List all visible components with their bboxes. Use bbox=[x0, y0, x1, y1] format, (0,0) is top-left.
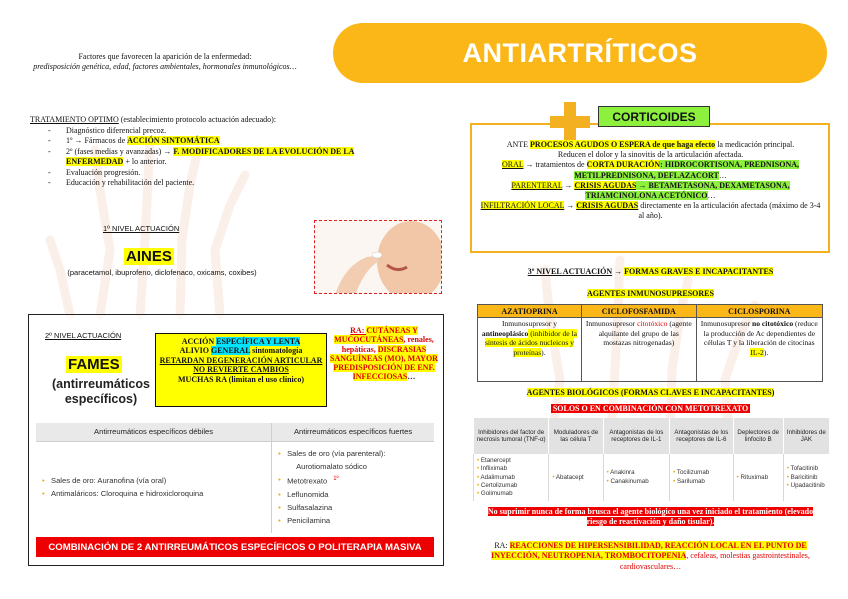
tratamiento-list bbox=[48, 126, 360, 189]
intro-line-1: Factores que favorecen la aparición de la enfermedad: bbox=[78, 52, 252, 61]
debiles-cell bbox=[36, 441, 272, 533]
corticoides-title-text: CORTICOIDES bbox=[612, 109, 696, 124]
tratamiento-section bbox=[30, 115, 360, 189]
column-header: CICLOFOSFAMIDA bbox=[581, 305, 696, 318]
no-suprimir-text: No suprimir nunca de forma brusca el agente biológico una vez iniciado el tratamiento (elevado riesgo de reactivación y daño tisular). bbox=[487, 507, 814, 526]
fames-table bbox=[36, 423, 434, 533]
list-item: • Abatacept bbox=[552, 474, 599, 482]
fames-characteristics-box bbox=[155, 333, 327, 407]
text: ALIVIO bbox=[179, 346, 211, 356]
list-item: • Leflunomida bbox=[278, 488, 428, 501]
text-bold: no citotóxico bbox=[752, 319, 794, 328]
biologicos-table bbox=[473, 418, 829, 501]
column-header: CICLOSPORINA bbox=[696, 305, 822, 318]
inmunosupresores-title bbox=[478, 289, 823, 298]
woman-taking-pill-illustration bbox=[315, 221, 442, 294]
ciclosporina-cell bbox=[696, 318, 822, 382]
column-header: Moduladores de las célula T bbox=[549, 418, 603, 454]
list-item: • Penicilamina bbox=[278, 514, 428, 527]
no-suprimir-warning bbox=[478, 507, 823, 527]
fame-highlight: F. MODIFICADORES DE LA EVOLUCIÓN DE LA ENFERMEDAD bbox=[66, 146, 355, 166]
text: … bbox=[707, 191, 716, 201]
drugs-highlight: : HIDROCORTISONA, PREDNISONA, METILPREDNISONA, DEFLAZACORT bbox=[574, 160, 799, 180]
azatioprina-cell bbox=[478, 318, 582, 382]
column-header: Deplectores de linfocito B bbox=[733, 418, 783, 454]
route-label: PARENTERAL bbox=[511, 180, 563, 190]
celt-cell bbox=[549, 454, 603, 501]
text: la medicación principal. bbox=[715, 140, 795, 149]
tratamiento-item: - Evaluación progresión. bbox=[48, 168, 360, 179]
column-header: Antagonistas de los receptores de IL-1 bbox=[603, 418, 670, 454]
nivel1-heading: 1º NIVEL ACTUACIÓN bbox=[103, 224, 180, 233]
intro-text bbox=[30, 52, 300, 71]
tratamiento-heading-main: TRATAMIENTO OPTIMO bbox=[30, 115, 119, 124]
title-banner bbox=[333, 23, 827, 83]
ciclofosfamida-cell bbox=[581, 318, 696, 382]
text: ). bbox=[763, 347, 769, 357]
list-item: • Sulfasalazina bbox=[278, 501, 428, 514]
tratamiento-item bbox=[48, 147, 360, 168]
route-label: ORAL bbox=[502, 160, 524, 170]
cort-infiltracion-line bbox=[478, 201, 823, 221]
text: directamente en la articulación afectada (máximo de 3-4 al año). bbox=[638, 201, 821, 221]
ra-text: , cefaleas, molestias gastrointestinales, cardiovasculares… bbox=[619, 551, 810, 571]
table-header-row bbox=[474, 418, 830, 454]
ra-text: , renales, hepáticas, bbox=[341, 335, 434, 354]
list-item: • Certolizumab bbox=[477, 482, 545, 490]
text-highlight: CRISIS AGUDAS bbox=[574, 180, 637, 190]
retardan-line: RETARDAN DEGENERACIÓN ARTICULAR bbox=[159, 355, 323, 365]
corticoides-text bbox=[478, 140, 823, 222]
table-row bbox=[36, 441, 434, 533]
biologicos-title-text: AGENTES BIOLÓGICOS (FORMAS CLAVES E INCAPACITANTES) bbox=[526, 388, 775, 397]
inmunosupresores-table bbox=[477, 304, 823, 382]
text: Inmunosupresor y bbox=[501, 319, 557, 328]
text: Inmunosupresor bbox=[700, 319, 753, 328]
tnf-cell bbox=[474, 454, 549, 501]
table-row bbox=[478, 318, 823, 382]
combinacion-text: COMBINACIÓN DE 2 ANTIRREUMÁTICOS ESPECÍFICOS O POLITERAPIA MASIVA bbox=[48, 541, 422, 553]
fames-title: FAMES bbox=[68, 356, 120, 373]
muchas-ra-line: MUCHAS RA (limitan el uso clínico) bbox=[178, 374, 304, 384]
cort-oral-line bbox=[478, 160, 823, 180]
list-item: • Etanercept bbox=[477, 457, 545, 465]
tratamiento-item: - Diagnóstico diferencial precoz. bbox=[48, 126, 360, 137]
list-item: • Antimaláricos: Cloroquina e hidroxicloroquina bbox=[42, 487, 265, 500]
ra-highlight: DISCRASIAS SANGUÍNEAS (MO), MAYOR PREDISPOSICIÓN DE ENF. INFECCIOSAS bbox=[330, 344, 438, 382]
text-highlight: IL-2 bbox=[750, 347, 764, 357]
column-header: Antirreumáticos específicos fuertes bbox=[272, 423, 434, 441]
aines-title: AINES bbox=[126, 248, 172, 265]
accion-line bbox=[156, 337, 326, 346]
list-item: • Canakinumab bbox=[607, 478, 667, 486]
text-red: citotóxico bbox=[637, 319, 668, 328]
combinacion-banner bbox=[36, 537, 434, 557]
text: (reduce la producción de Ac dependientes de células T y la liberación de citocinas bbox=[703, 319, 818, 348]
tratamiento-item bbox=[48, 136, 360, 147]
table-row bbox=[474, 454, 830, 501]
text: → bbox=[562, 180, 575, 190]
text-bold: antineoplásico bbox=[481, 328, 529, 338]
fames-adverse-reactions bbox=[330, 326, 438, 382]
text: … bbox=[718, 170, 727, 180]
list-item: • Rituximab bbox=[737, 474, 780, 482]
tratamiento-heading-rest: (establecimiento protocolo actuación adecuado): bbox=[118, 115, 277, 124]
list-item: • Adalimumab bbox=[477, 474, 545, 482]
table-header-row bbox=[478, 305, 823, 318]
route-label: INFILTRACIÓN LOCAL bbox=[480, 201, 565, 211]
no-revierte-line: NO REVIERTE CAMBIOS bbox=[193, 365, 289, 375]
list-item: • Baricitinib bbox=[787, 474, 826, 482]
il1-cell bbox=[603, 454, 670, 501]
aines-description: (paracetamol, ibuprofeno, diclofenaco, oxicams, coxibes) bbox=[67, 268, 257, 277]
corticoides-title bbox=[598, 106, 710, 127]
fames-subtitle: (antirreumáticos específicos) bbox=[52, 377, 150, 406]
text-highlight: CRISIS AGUDAS bbox=[576, 201, 639, 211]
cort-line bbox=[478, 140, 823, 150]
nivel3-highlight: FORMAS GRAVES E INCAPACITANTES bbox=[624, 267, 774, 276]
list-item: • Anakinra bbox=[607, 469, 667, 477]
text: ANTE bbox=[506, 140, 531, 149]
metotrexato-label: Metotrexato bbox=[287, 477, 328, 487]
text-highlight: GENERAL bbox=[210, 346, 251, 356]
text: Inmunosupresor bbox=[585, 319, 638, 328]
item-text: + lo anterior. bbox=[123, 157, 167, 166]
item-text: 1º → Fármacos de bbox=[66, 136, 128, 145]
text: → bbox=[564, 201, 577, 211]
column-header: AZATIOPRINA bbox=[478, 305, 582, 318]
ra-label: RA: bbox=[350, 326, 367, 335]
item-text: 2º (fases medias y avanzadas) → bbox=[66, 146, 174, 156]
drugs-highlight: → BETAMETASONA, DEXAMETASONA, TRIAMCINOLONA ACETÓNICO bbox=[585, 180, 790, 201]
text: (agente alquilante del grupo de las mostazas nitrogenadas) bbox=[598, 319, 692, 348]
first-line-mark: 1º bbox=[333, 476, 339, 483]
jak-cell bbox=[783, 454, 829, 501]
list-item: • Infliximab bbox=[477, 465, 545, 473]
column-header: Inhibidores del factor de necrosis tumoral (TNF-α) bbox=[474, 418, 549, 454]
inmunosupresores-title-text: AGENTES INMUNOSUPRESORES bbox=[587, 289, 714, 298]
tratamiento-item: - Educación y rehabilitación del paciente. bbox=[48, 178, 360, 189]
list-item: • Sales de oro: Auranofina (vía oral) bbox=[42, 474, 265, 487]
text: ACCIÓN bbox=[181, 337, 217, 346]
fuertes-cell bbox=[272, 441, 434, 533]
text-highlight: PROCESOS AGUDOS O ESPERA de que haga efecto bbox=[530, 140, 716, 149]
ra-label: RA: bbox=[494, 541, 510, 550]
list-item: • Tocilizumab bbox=[673, 469, 730, 477]
list-item: • Golimumab bbox=[477, 490, 545, 498]
page-title: ANTIARTRÍTICOS bbox=[462, 37, 698, 68]
pill-photo bbox=[314, 220, 442, 294]
arrow-text: → bbox=[612, 267, 625, 276]
list-subitem: Aurotiomalato sódico bbox=[296, 462, 368, 472]
list-item bbox=[278, 473, 428, 488]
biologicos-title bbox=[478, 388, 823, 397]
ra-ellipsis: … bbox=[407, 372, 416, 382]
column-header: Inhibidores de JAK bbox=[783, 418, 829, 454]
tratamiento-heading bbox=[30, 115, 360, 126]
solos-title-text: SOLOS O EN COMBINACIÓN CON METOTREXATO bbox=[552, 404, 749, 413]
intro-line-2: predisposición genética, edad, factores ambientales, hormonales inmunológicos… bbox=[33, 61, 297, 71]
column-header: Antirreumáticos específicos débiles bbox=[36, 423, 272, 441]
text-highlight: ESPECÍFICA Y LENTA bbox=[216, 337, 301, 346]
text: → tratamientos de bbox=[523, 160, 587, 170]
il6-cell bbox=[670, 454, 734, 501]
solos-title bbox=[478, 404, 823, 413]
cort-parenteral-line bbox=[478, 181, 823, 201]
list-item: • Sales de oro (vía parenteral): bbox=[278, 447, 428, 460]
column-header: Antagonistas de los receptores de IL-6 bbox=[670, 418, 734, 454]
text: sintomatología bbox=[250, 346, 303, 356]
plus-icon bbox=[550, 102, 590, 142]
text: ). bbox=[541, 347, 546, 357]
nivel3-label: 3º NIVEL ACTUACIÓN bbox=[527, 267, 613, 276]
list-item: • Sarilumab bbox=[673, 478, 730, 486]
ra-highlight: CUTÁNEAS Y MUCOCUTÁNEAS bbox=[334, 326, 418, 345]
table-header-row bbox=[36, 423, 434, 441]
ra-highlight: REACCIONES DE HIPERSENSIBILIDAD, REACCIÓN LOCAL EN EL PUNTO DE INYECCIÓN, NEUTROPENIA, TROMBOCITOPENIA bbox=[491, 541, 807, 561]
text-highlight: CORTA DURACIÓN bbox=[586, 160, 661, 170]
list-item: • Tofacitinib bbox=[787, 465, 826, 473]
list-item: • Upadacitinib bbox=[787, 482, 826, 490]
alivio-line bbox=[156, 346, 326, 355]
cort-line: Reducen el dolor y la sinovitis de la articulación afectada. bbox=[557, 150, 744, 160]
biologicos-adverse-reactions bbox=[478, 541, 823, 572]
text-highlight: (inhibidor de la síntesis de ácidos nucleicos y proteínas bbox=[484, 328, 578, 357]
nivel3-heading bbox=[478, 267, 823, 276]
accion-sintomatica-highlight: ACCIÓN SINTOMÁTICA bbox=[127, 136, 220, 145]
linfb-cell bbox=[733, 454, 783, 501]
nivel2-heading: 2º NIVEL ACTUACIÓN bbox=[45, 331, 122, 340]
